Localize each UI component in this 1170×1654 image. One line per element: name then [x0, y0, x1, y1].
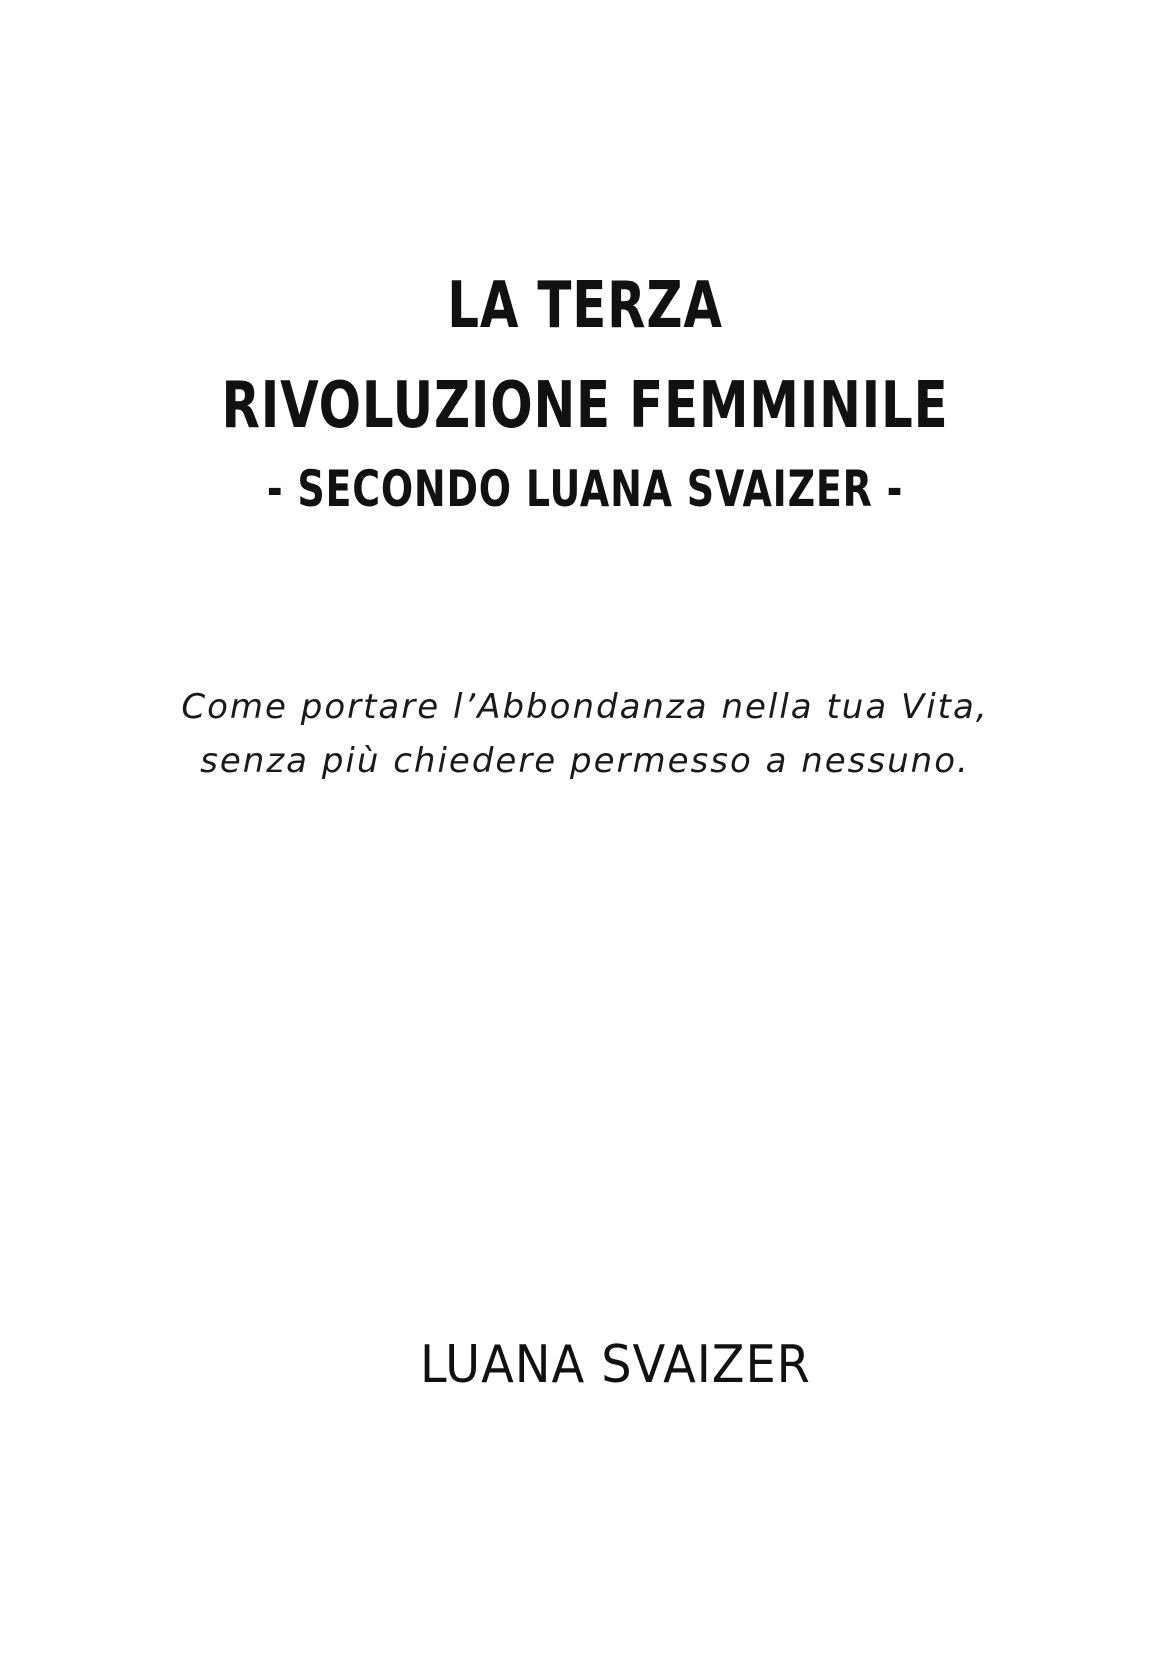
title-line-1: LA TERZA — [447, 269, 723, 343]
author-name: LUANA SVAIZER — [419, 1335, 811, 1395]
author-name-block — [0, 1330, 1170, 1400]
title-line-2: RIVOLUZIONE FEMMINILE — [221, 369, 949, 443]
tagline-line-1: Come portare l’Abbondanza nella tua Vita, — [181, 687, 989, 727]
title-block — [0, 268, 1170, 520]
tagline-line-2: senza più chiedere permesso a nessuno. — [200, 741, 970, 781]
tagline — [0, 680, 1170, 788]
subtitle: - SECONDO LUANA SVAIZER - — [266, 460, 904, 518]
